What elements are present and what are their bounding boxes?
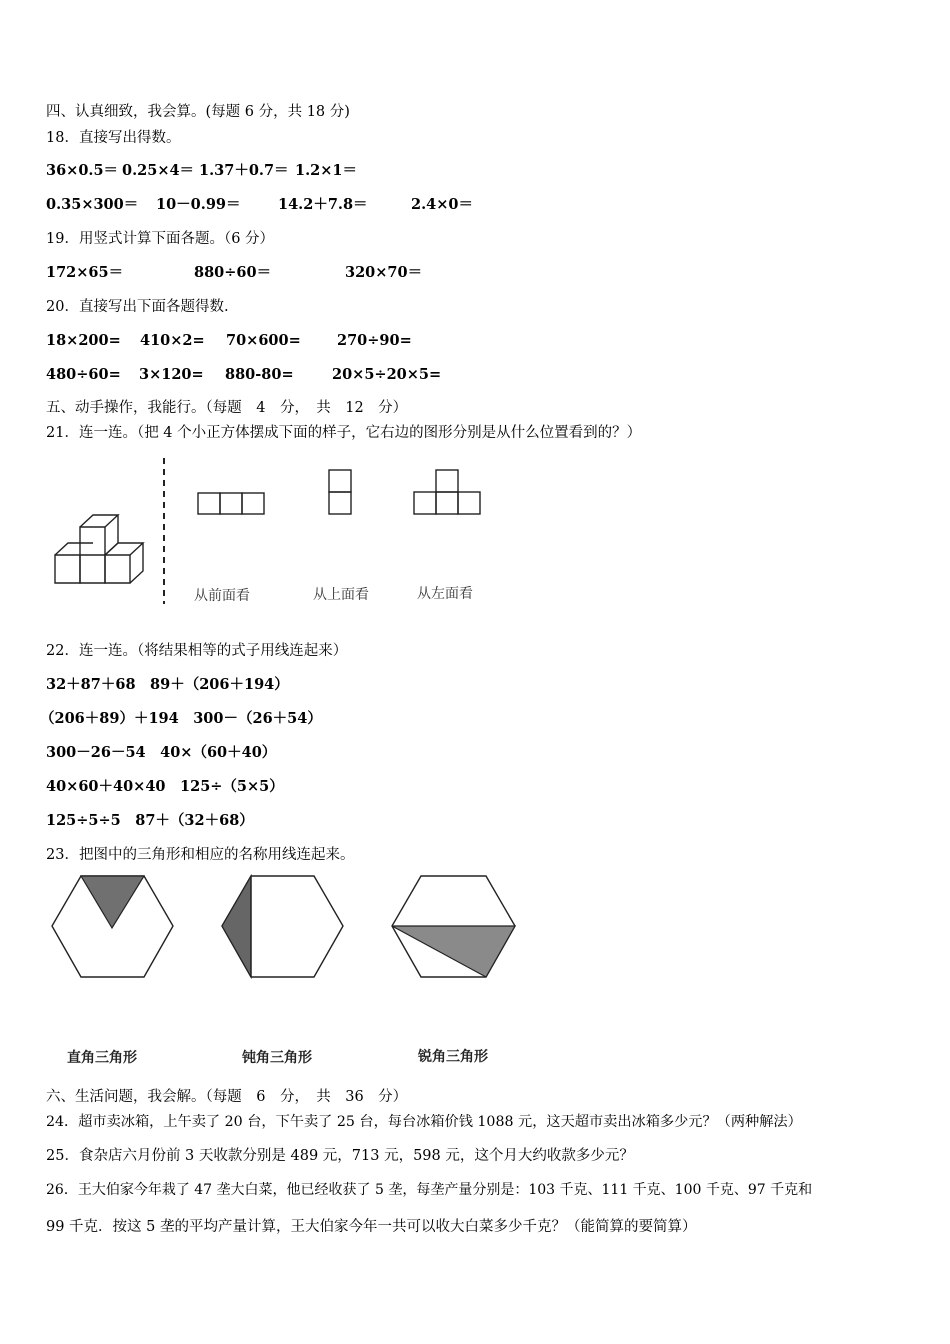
label-right-triangle: 直角三角形 (67, 1050, 137, 1066)
q22-row: 125÷5÷5 87＋（32＋68） (46, 812, 254, 829)
q18-expr: 10－0.99＝ (156, 196, 241, 213)
cube-stack-figure (50, 455, 170, 605)
label-acute-triangle: 锐角三角形 (418, 1049, 488, 1065)
q22-title: 22．连一连。（将结果相等的式子用线连起来） (46, 643, 348, 659)
hexagon-right-triangle (48, 872, 178, 984)
q18-expr: 36×0.5＝ (46, 162, 119, 179)
q18-expr: 0.25×4＝ (122, 162, 195, 179)
q20-expr: 20×5÷20×5= (332, 366, 442, 383)
q20-expr: 410×2= (140, 332, 205, 349)
section5-title: 五、动手操作，我能行。（每题 4 分， 共 12 分） (46, 400, 408, 416)
dashed-divider (160, 458, 170, 606)
q20-row2 (46, 366, 441, 384)
top-view-shape (326, 467, 356, 519)
hexagon-acute-triangle (388, 872, 520, 984)
label-left-view: 从左面看 (417, 586, 473, 602)
q25-text: 25．食杂店六月份前 3 天收款分别是 489 元，713 元，598 元，这个月大约收款多少元？ (46, 1148, 634, 1164)
q20-expr: 3×120= (139, 366, 204, 383)
q19-expr: 880÷60＝ (194, 264, 272, 281)
q18-expr: 1.2×1＝ (295, 162, 357, 179)
q22-row: 300－26－54 40×（60＋40） (46, 744, 277, 761)
label-top-view: 从上面看 (313, 587, 369, 603)
q26-text-line1: 26．王大伯家今年栽了 47 垄大白菜，他已经收获了 5 垄，每垄产量分别是：103 千克、111 千克、100 千克、97 千克和 (46, 1182, 813, 1198)
label-front-view: 从前面看 (194, 588, 250, 604)
hexagon-obtuse-triangle (218, 872, 348, 984)
q20-expr: 480÷60= (46, 366, 121, 383)
q22-row: （206＋89）＋194 300－（26＋54） (40, 710, 322, 727)
q22-row: 40×60＋40×40 125÷（5×5） (46, 778, 284, 795)
front-view-shape (195, 490, 270, 520)
q22-row: 32＋87＋68 89＋（206＋194） (46, 676, 289, 693)
q19-row (46, 264, 422, 282)
q26-text-line2: 99 千克．按这 5 垄的平均产量计算，王大伯家今年一共可以收大白菜多少千克？（能简算的要简算） (46, 1219, 697, 1235)
q18-title: 18．直接写出得数。 (46, 130, 181, 146)
q18-expr: 14.2＋7.8＝ (278, 196, 368, 213)
q18-expr: 1.37＋0.7＝ (199, 162, 289, 179)
section4-title: 四、认真细致，我会算。(每题 6 分，共 18 分) (46, 104, 350, 120)
section6-title: 六、生活问题，我会解。（每题 6 分， 共 36 分） (46, 1089, 408, 1105)
label-obtuse-triangle: 钝角三角形 (242, 1050, 312, 1066)
q24-text: 24．超市卖冰箱，上午卖了 20 台，下午卖了 25 台，每台冰箱价钱 1088 元，这天超市卖出冰箱多少元？（两种解法） (46, 1114, 802, 1130)
q19-title: 19．用竖式计算下面各题。（6 分） (46, 231, 275, 247)
q20-expr: 70×600= (226, 332, 301, 349)
q21-title: 21．连一连。（把 4 个小正方体摆成下面的样子，它右边的图形分别是从什么位置看到的？） (46, 425, 642, 441)
q18-row2 (46, 196, 473, 214)
q20-expr: 18×200= (46, 332, 121, 349)
q20-expr: 880-80= (225, 366, 294, 383)
q20-expr: 270÷90= (337, 332, 412, 349)
q18-expr: 2.4×0＝ (411, 196, 473, 213)
q20-title: 20．直接写出下面各题得数. (46, 299, 229, 315)
q19-expr: 320×70＝ (345, 264, 423, 281)
q19-expr: 172×65＝ (46, 264, 124, 281)
q20-row1 (46, 332, 412, 350)
q18-row1 (46, 162, 357, 180)
left-view-shape (411, 467, 486, 519)
q18-expr: 0.35×300＝ (46, 196, 139, 213)
q23-title: 23．把图中的三角形和相应的名称用线连起来。 (46, 847, 355, 863)
